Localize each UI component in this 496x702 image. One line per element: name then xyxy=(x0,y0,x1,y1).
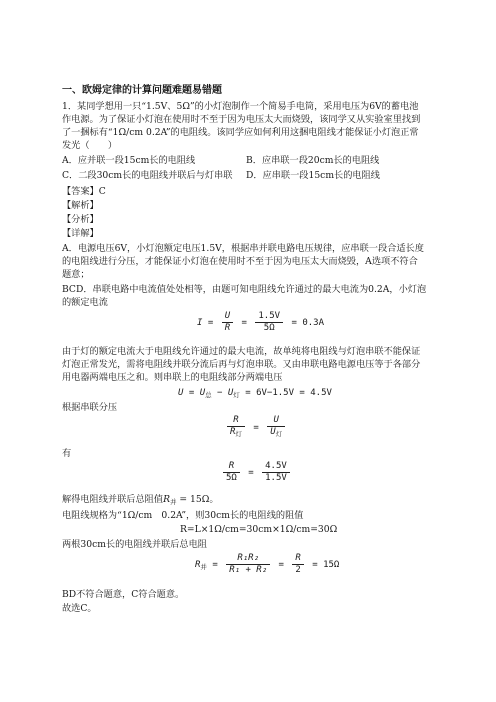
question-line: 作电源。为了保证小灯泡在使用时不至于因为电压太大而烧毁，该同学又从实验室里找到 xyxy=(62,114,421,125)
explanation-line: 故选C。 xyxy=(62,603,97,614)
explanation-line: BD不符合题意，C符合题意。 xyxy=(62,589,185,600)
explanation-line: 有 xyxy=(62,448,72,459)
option-b: B．应串联一段20cm长的电阻线 xyxy=(246,155,380,166)
option-c: C．二段30cm长的电阻线并联后与灯串联 xyxy=(62,170,233,181)
explanation-line: 根据串联分压 xyxy=(62,402,118,413)
question-line: 了一捆标有“1Ω/cm 0.2A”的电阻线。该同学应如何利用这捆电阻线才能保证小灯泡正常 xyxy=(62,127,419,138)
equation-voltage: $U = U_总 - U_灯 = 6V-1.5V = 4.5V$ xyxy=(178,388,332,399)
equation-parallel: $R_并$ = $\frac{\text{R₁R₂}}{\text{R₁ + R₂}}$ = $\frac{R}{2}$ = 15Ω xyxy=(195,553,340,575)
equation-ratio: $\frac{R}{R_灯}$ = $\frac{U}{U_灯}$ xyxy=(224,415,288,440)
explanation-line: 的电阻线进行分压，才能保证小灯泡在使用时不至于因为电压太大而烧毁，A选项不符合 xyxy=(62,256,418,267)
answer-label: 【答案】C xyxy=(62,186,106,197)
question-line: 1．某同学想用一只“1.5V、5Ω”的小灯泡制作一个简易手电筒，采用电压为6V的蓄电池 xyxy=(62,101,419,112)
explanation-line: 由于灯的额定电流大于电阻线允许通过的最大电流，故单纯将电阻线与灯泡串联不能保证 xyxy=(62,346,421,357)
explanation-line: 两根30cm长的电阻线并联后总电阻 xyxy=(62,539,207,550)
equation-current: I = $\frac{U}{R}$ = $\frac{1.5V}{5\Omega}$ = 0.3A xyxy=(197,311,325,333)
section-title: 一、欧姆定律的计算问题难题易错题 xyxy=(62,85,222,96)
fenxi-label: 【分析】 xyxy=(62,214,99,225)
analysis-label: 【解析】 xyxy=(62,200,99,211)
explanation-line: 电阻线规格为“1Ω/cm 0.2A”，则30cm长的电阻线的阻值 xyxy=(62,510,304,521)
explanation-line: 灯泡正常发光，需将电阻线并联分流后再与灯泡串联。又由串联电路电源电压等于各部分 xyxy=(62,359,421,370)
explanation-line: A．电源电压6V，小灯泡额定电压1.5V，根据串并联电路电压规律，应串联一段合适长度 xyxy=(62,243,424,254)
explanation-line: 解得电阻线并联后总阻值$R_并 = 15\Omega$。 xyxy=(62,494,219,506)
equation-resistance: R=L×1Ω/cm=30cm×1Ω/cm=30Ω xyxy=(180,524,338,535)
detail-label: 【详解】 xyxy=(62,228,99,239)
explanation-line: 用电器两端电压之和。则串联上的电阻线部分两端电压 xyxy=(62,372,283,383)
question-line: 发光（ ） xyxy=(62,140,118,151)
option-a: A．应并联一段15cm长的电阻线 xyxy=(62,155,196,166)
equation-solve: $\frac{R}{5\Omega}$ = $\frac{4.5V}{1.5V}$ xyxy=(220,461,293,485)
explanation-line: 题意； xyxy=(62,269,90,280)
option-d: D．应串联一段15cm长的电阻线 xyxy=(246,170,380,181)
explanation-line: 的额定电流 xyxy=(62,297,108,308)
explanation-line: BCD．串联电路中电流值处处相等，由题可知电阻线允许通过的最大电流为0.2A，小灯泡 xyxy=(62,284,427,295)
